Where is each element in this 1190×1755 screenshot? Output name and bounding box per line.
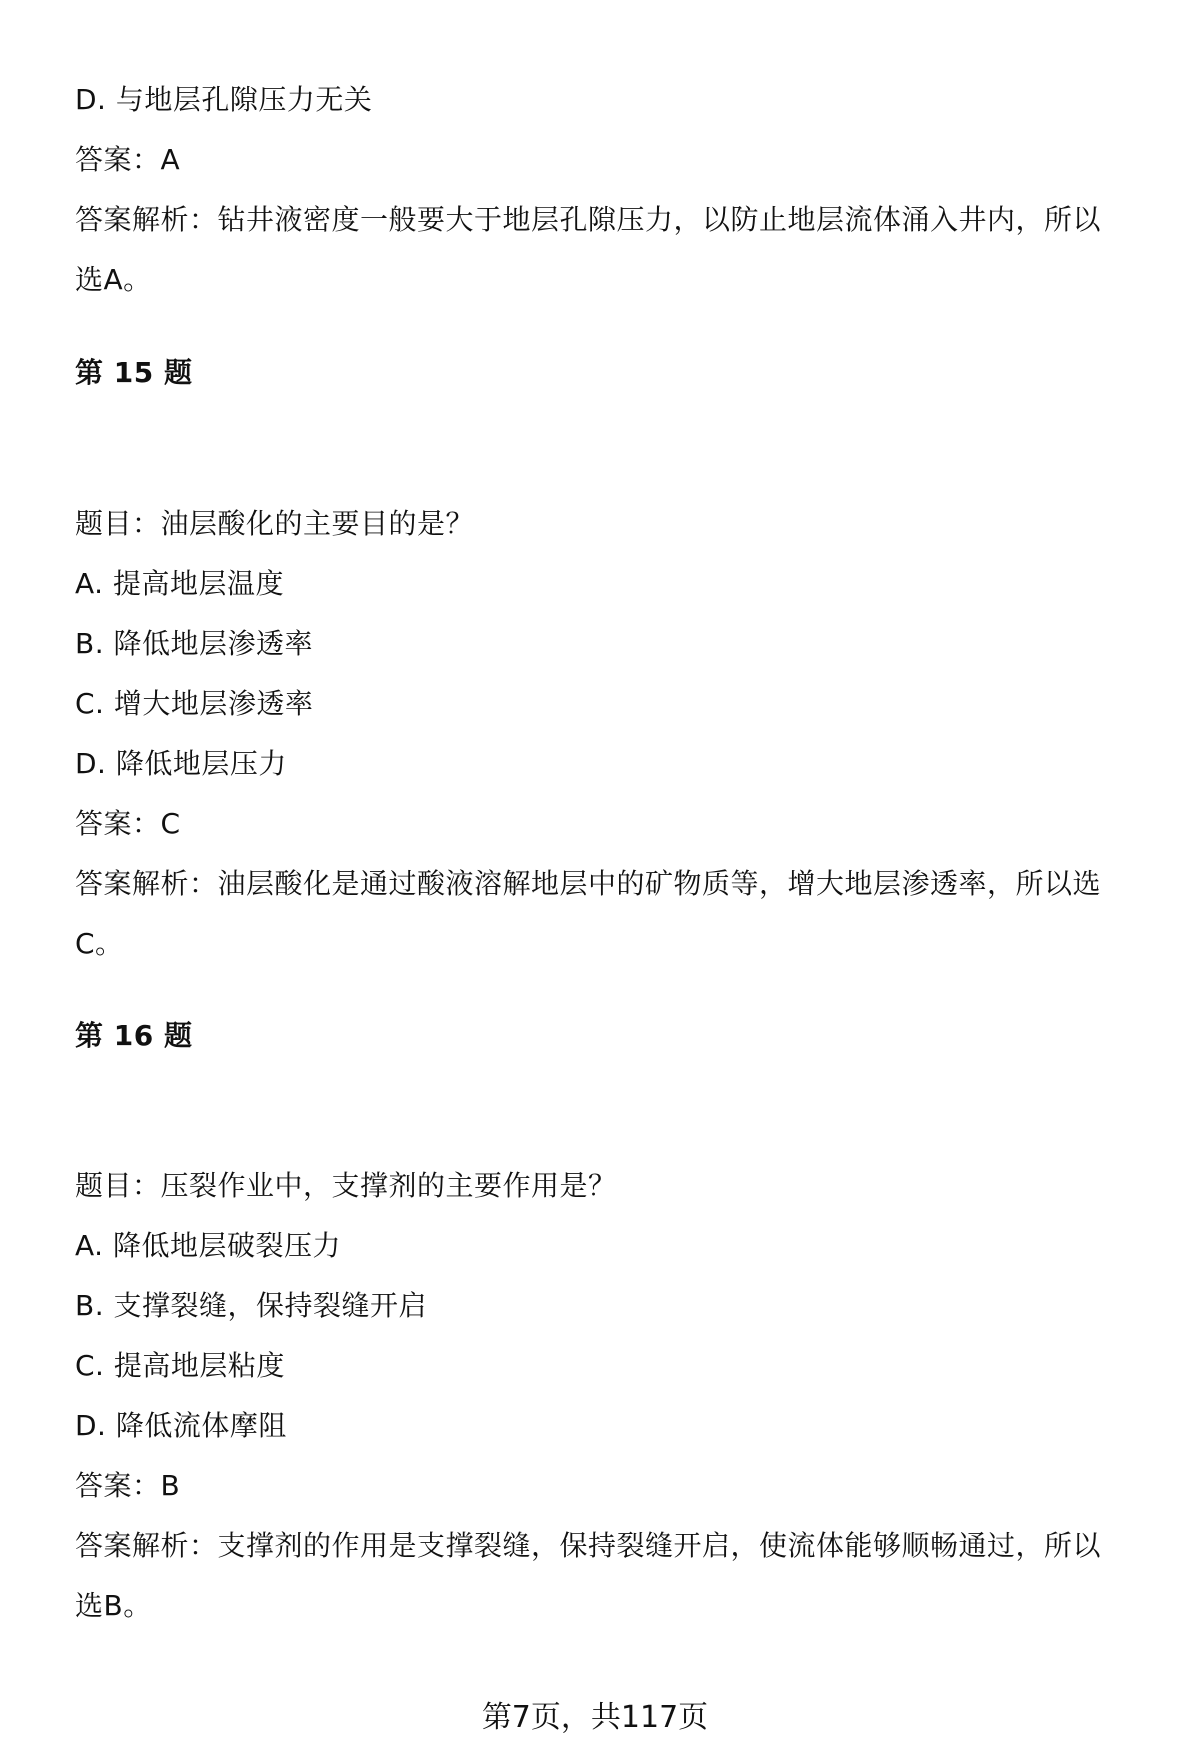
prev-analysis-line1: 答案解析：钻井液密度一般要大于地层孔隙压力，以防止地层流体涌入井内，所以 [75,203,1102,236]
question-15-option-c: C. 增大地层渗透率 [75,687,314,720]
question-16-answer: 答案：B [75,1469,181,1502]
prev-answer: 答案：A [75,143,181,176]
question-15-analysis-line1: 答案解析：油层酸化是通过酸液溶解地层中的矿物质等，增大地层渗透率，所以选 [75,867,1102,900]
question-16-option-c: C. 提高地层粘度 [75,1349,285,1382]
question-15-stem: 题目：油层酸化的主要目的是？ [75,507,475,540]
question-15-analysis-line2: C。 [75,927,124,960]
prev-analysis-line2: 选A。 [75,263,152,296]
question-16-stem: 题目：压裂作业中，支撑剂的主要作用是？ [75,1169,617,1202]
question-15-heading: 第 15 题 [75,356,193,389]
page-number: 第7页，共117页 [481,1700,709,1735]
prev-option-d: D. 与地层孔隙压力无关 [75,83,373,116]
question-16-analysis-line2: 选B。 [75,1589,152,1622]
question-16-option-a: A. 降低地层破裂压力 [75,1229,341,1262]
question-16-heading: 第 16 题 [75,1019,193,1052]
question-15-option-b: B. 降低地层渗透率 [75,627,314,660]
question-15-option-a: A. 提高地层温度 [75,567,284,600]
question-15-option-d: D. 降低地层压力 [75,747,287,780]
question-15-answer: 答案：C [75,807,181,840]
question-16-option-b: B. 支撑裂缝，保持裂缝开启 [75,1289,428,1322]
question-16-option-d: D. 降低流体摩阻 [75,1409,287,1442]
question-16-analysis-line1: 答案解析：支撑剂的作用是支撑裂缝，保持裂缝开启，使流体能够顺畅通过，所以 [75,1529,1102,1562]
